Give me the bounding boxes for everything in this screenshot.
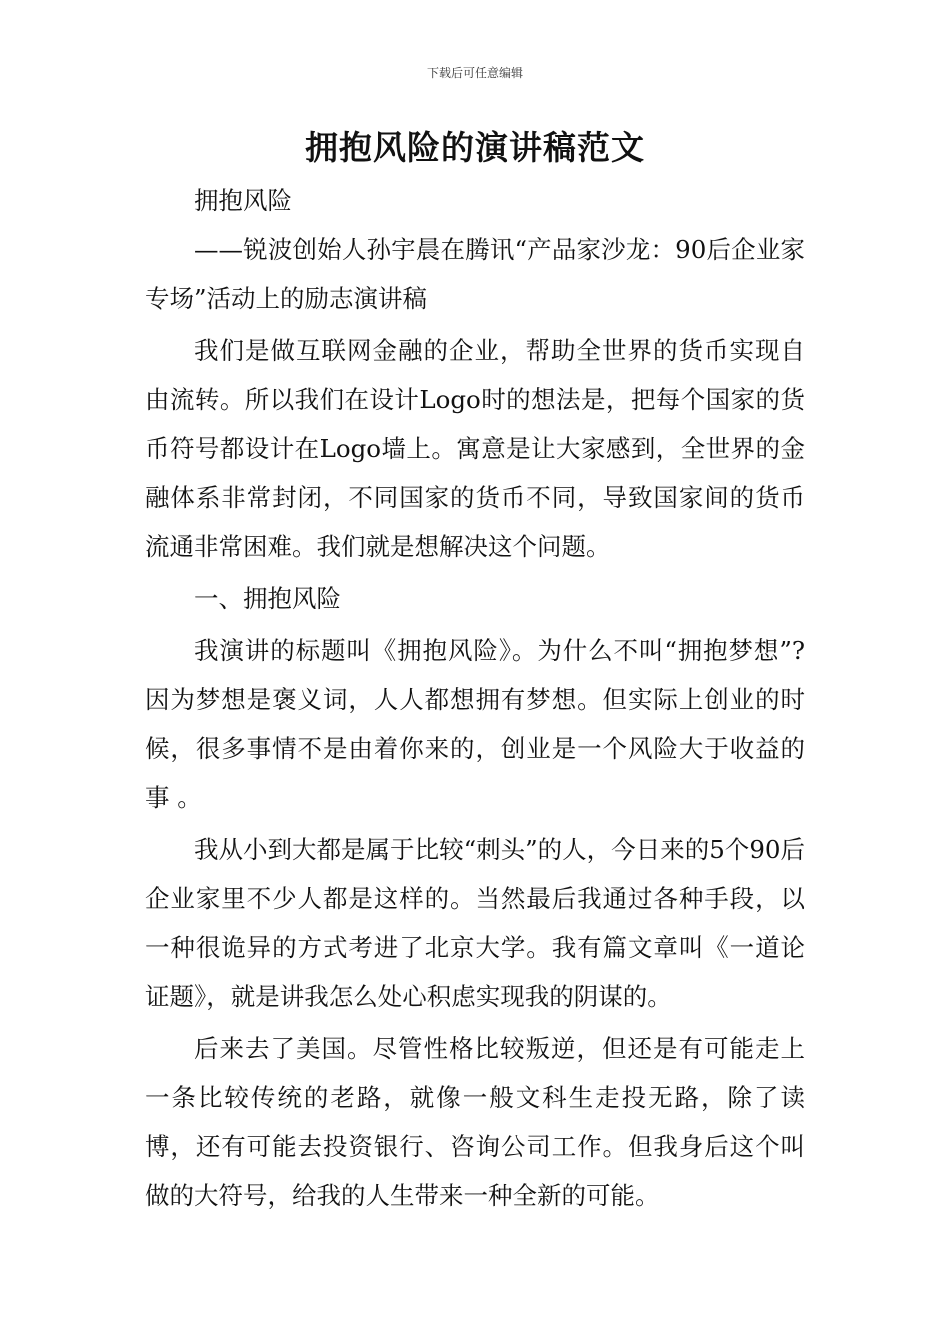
- paragraph: 后来去了美国。尽管性格比较叛逆，但还是有可能走上一条比较传统的老路，就像一般文科生走投无路，除了读博，还有可能去投资银行、咨询公司工作。但我身后这个叫做的大符号，给我的人生带来一种全新的可能。: [145, 1034, 805, 1210]
- paragraph-byline: ——锐波创始人孙宇晨在腾讯“产品家沙龙：90后企业家专场”活动上的励志演讲稿: [145, 235, 805, 313]
- paragraph-subtitle: 拥抱风险: [194, 186, 292, 215]
- paragraph: 我演讲的标题叫《拥抱风险》。为什么不叫“拥抱梦想”?因为梦想是褒义词，人人都想拥有梦想。但实际上创业的时候，很多事情不是由着你来的，创业是一个风险大于收益的事 。: [145, 636, 805, 812]
- paragraph: 我从小到大都是属于比较“刺头”的人，今日来的5个90后企业家里不少人都是这样的。当然最后我通过各种手段，以一种很诡异的方式考进了北京大学。我有篇文章叫《一道论证题》，就是讲我怎么处心积虑实现我的阴谋的。: [145, 835, 805, 1011]
- document-body: [145, 176, 805, 1220]
- document-title: 拥抱风险的演讲稿范文: [305, 128, 645, 167]
- section-heading: 一、拥抱风险: [194, 584, 341, 613]
- page-header: 下载后可任意编辑: [426, 66, 523, 80]
- paragraph: 我们是做互联网金融的企业，帮助全世界的货币实现自由流转。所以我们在设计Logo时的想法是，把每个国家的货币符号都设计在Logo墙上。寓意是让大家感到，全世界的金融体系非常封闭，不同国家的货币不同，导致国家间的货币流通非常困难。我们就是想解决这个问题。: [145, 336, 805, 561]
